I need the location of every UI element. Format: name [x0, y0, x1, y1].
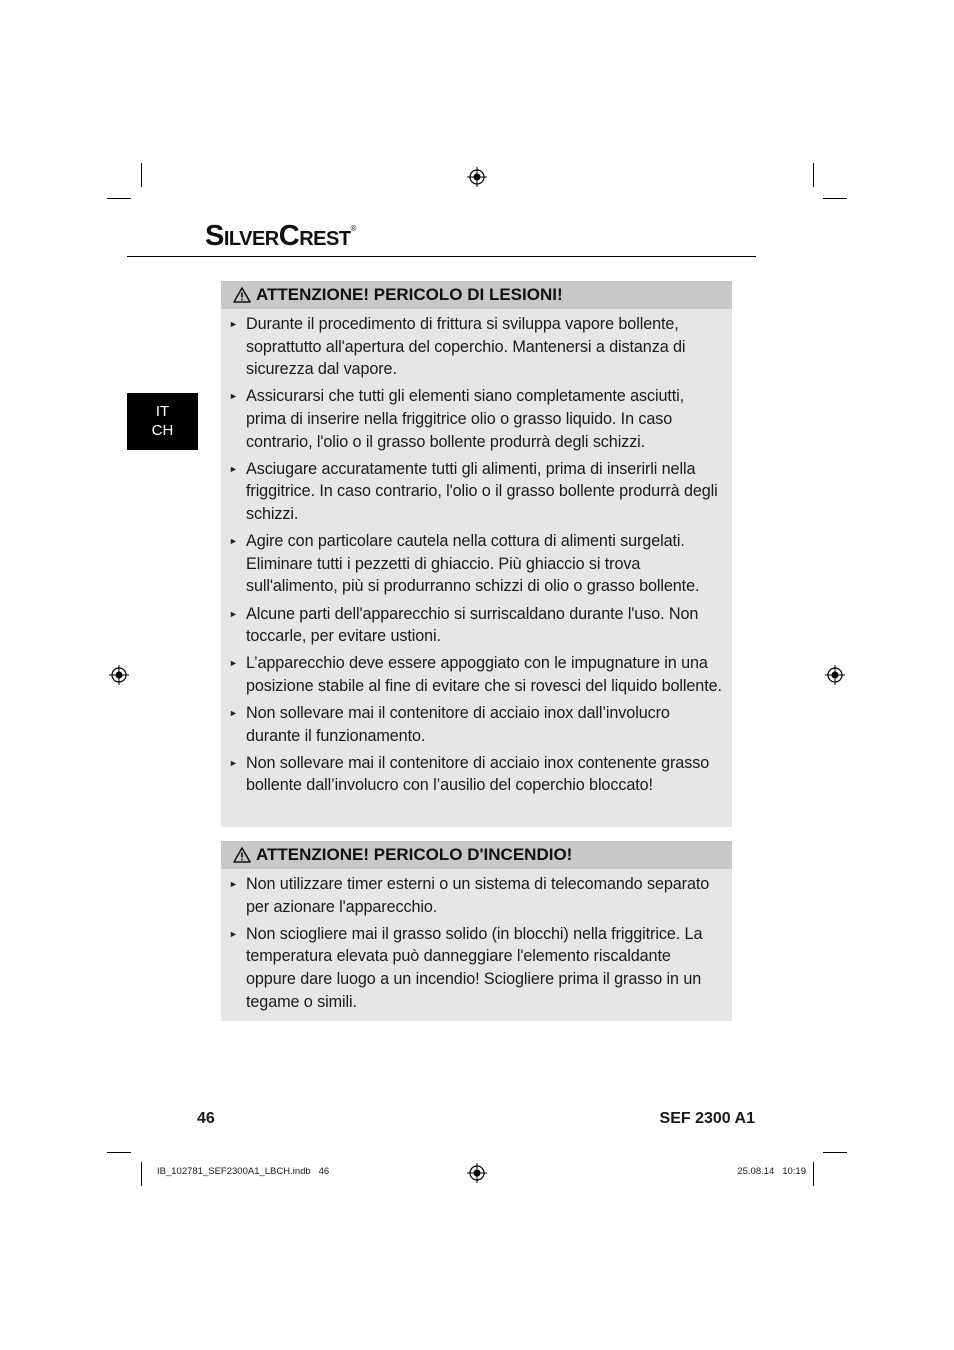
- warning-triangle-icon: [233, 847, 251, 863]
- crop-mark: [141, 1162, 142, 1186]
- arrow-bullet-icon: ►: [229, 319, 238, 329]
- warning-header: [221, 841, 732, 869]
- arrow-bullet-icon: ►: [229, 463, 238, 474]
- warning-list: [221, 309, 732, 808]
- crop-mark: [813, 163, 814, 187]
- header-rule: [127, 256, 756, 257]
- registered-mark: ®: [350, 224, 356, 233]
- registration-mark-icon: [467, 1163, 487, 1183]
- arrow-bullet-icon: ►: [229, 391, 238, 402]
- brand-logo: [205, 220, 356, 253]
- list-item: ► Alcune parti dell'apparecchio si surriscaldano durante l'uso. Non toccarle, per evitare ustioni.: [229, 603, 724, 648]
- warning-title: ATTENZIONE! PERICOLO DI LESIONI!: [256, 285, 563, 304]
- warning-title: ATTENZIONE! PERICOLO D'INCENDIO!: [256, 845, 573, 864]
- print-slug-file: IB_102781_SEF2300A1_LBCH.indb 46: [157, 1166, 330, 1177]
- registration-mark-icon: [467, 167, 487, 187]
- list-item: ► Assicurarsi che tutti gli elementi siano completamente asciutti, prima di inserire nella friggitrice olio o grasso liquido. In caso contrario, l'olio o il grasso bollente produrrà degli schizzi.: [229, 385, 724, 453]
- brand-name: SilverCrest: [205, 220, 351, 252]
- crop-mark: [823, 1152, 847, 1153]
- crop-mark: [141, 163, 142, 187]
- list-item: ► Durante il procedimento di frittura si sviluppa vapore bollente, soprattutto all'apertura del coperchio. Mantenersi a distanza di sicurezza dal vapore.: [229, 313, 724, 381]
- registration-mark-icon: [825, 665, 845, 685]
- arrow-bullet-icon: ►: [229, 608, 238, 619]
- warning-header: [221, 281, 732, 309]
- crop-mark: [813, 1162, 814, 1186]
- language-tab: [127, 393, 198, 450]
- arrow-bullet-icon: ►: [229, 879, 238, 889]
- crop-mark: [823, 198, 847, 199]
- arrow-bullet-icon: ►: [229, 658, 238, 669]
- warning-box-injury: [221, 281, 732, 827]
- list-item: ► Non sollevare mai il contenitore di acciaio inox contenente grasso bollente dall’involucro con l’ausilio del coperchio bloccato!: [229, 752, 724, 797]
- list-item: ► Agire con particolare cautela nella cottura di alimenti surgelati. Eliminare tutti i pezzetti di ghiaccio. Più ghiaccio si trova sull'alimento, più si produrranno schizzi di olio o grasso bollente.: [229, 530, 724, 598]
- crop-mark: [107, 1152, 131, 1153]
- list-item: ► Non sciogliere mai il grasso solido (in blocchi) nella friggitrice. La temperatura elevata può danneggiare l'elemento riscaldante oppure dare luogo a un incendio! Sciogliere prima il grasso in un tegame o simili.: [229, 923, 724, 1013]
- arrow-bullet-icon: ►: [229, 708, 238, 719]
- list-item: ► Asciugare accuratamente tutti gli alimenti, prima di inserirli nella friggitrice. In caso contrario, l'olio o il grasso bollente produrrà degli schizzi.: [229, 458, 724, 526]
- crop-mark: [107, 198, 131, 199]
- list-item: ► Non utilizzare timer esterni o un sistema di telecomando separato per azionare l'apparecchio.: [229, 873, 724, 918]
- page-number: 46: [197, 1110, 215, 1127]
- list-item: ► L’apparecchio deve essere appoggiato con le impugnature in una posizione stabile al fine di evitare che si rovesci del liquido bollente.: [229, 652, 724, 697]
- warning-triangle-icon: [233, 287, 251, 303]
- language-code-ch: CH: [151, 422, 174, 439]
- language-code-it: IT: [155, 403, 170, 420]
- arrow-bullet-icon: ►: [229, 757, 238, 768]
- registration-mark-icon: [109, 665, 129, 685]
- print-slug-date: 25.08.14 10:19: [737, 1166, 806, 1177]
- arrow-bullet-icon: ►: [229, 928, 238, 939]
- warning-box-fire: [221, 841, 732, 1021]
- warning-list: [221, 869, 732, 1024]
- arrow-bullet-icon: ►: [229, 536, 238, 547]
- list-item: ► Non sollevare mai il contenitore di acciaio inox dall’involucro durante il funzionamento.: [229, 702, 724, 747]
- model-number: SEF 2300 A1: [659, 1110, 755, 1127]
